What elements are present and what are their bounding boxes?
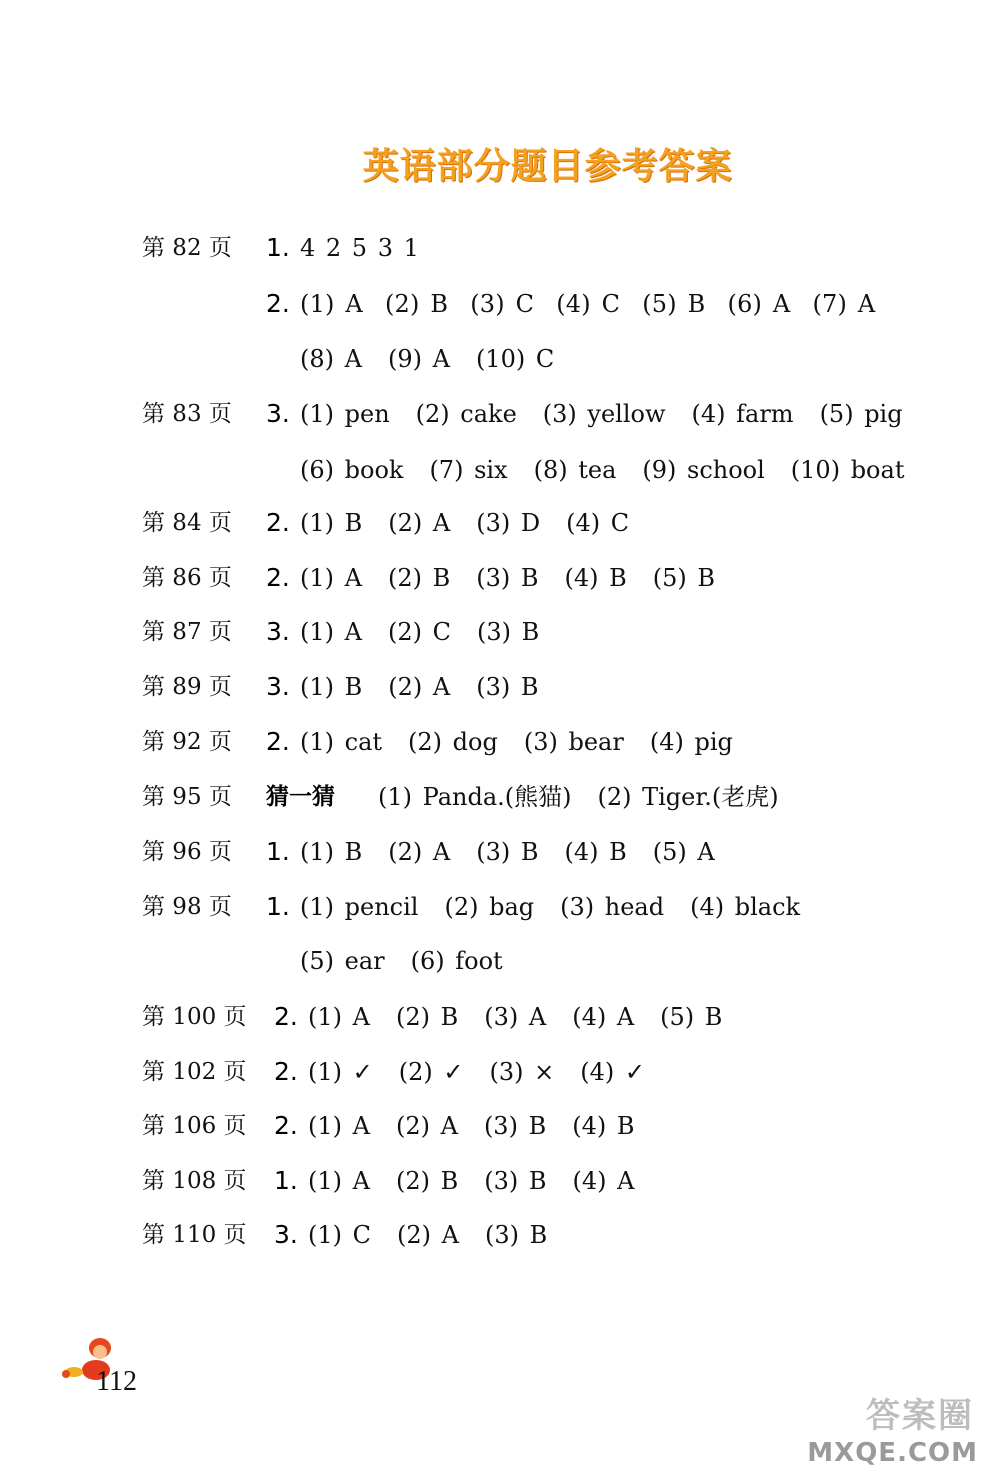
answer-item: (1) A [300, 564, 362, 592]
answer-group [300, 284, 897, 324]
answer-item: (4) A [572, 1167, 635, 1195]
page-label: 第 87 页 [142, 619, 232, 645]
answer-item: (3) yellow [542, 400, 666, 428]
answer-item: (2) cake [415, 400, 517, 428]
answer-item: (2) A [388, 838, 451, 866]
question-number: 2. [266, 727, 290, 756]
question-number: 3. [274, 1220, 298, 1249]
answer-item: (4) A [572, 1003, 635, 1031]
answer-item: (3) × [489, 1058, 555, 1086]
answer-item: (9) school [642, 456, 765, 484]
question-number: 2. [274, 1002, 298, 1031]
answer-item: (1) A [308, 1003, 370, 1031]
answer-item: (3) C [470, 290, 535, 318]
question-number: 2. [266, 508, 290, 537]
answer-item: (8) A [300, 345, 362, 373]
answer-item: (1) pencil [300, 893, 419, 921]
watermark-logo: 答案圈 [866, 1396, 974, 1436]
page-title: 英语部分题目参考答案 [362, 146, 733, 187]
question-number: 2. [266, 289, 290, 318]
question-number: 3. [266, 672, 290, 701]
answer-item: (7) A [812, 290, 876, 318]
answer-group [308, 1052, 645, 1092]
answer-item: (2) ✓ [398, 1058, 464, 1086]
answer-item: (5) pig [819, 400, 903, 428]
answer-group [308, 1161, 634, 1201]
question-number: 1. [266, 892, 290, 921]
answer-item: (5) B [652, 564, 716, 592]
page-label: 第 108 页 [142, 1168, 247, 1194]
answer-item: (3) D [476, 509, 541, 537]
answer-item: (4) black [690, 893, 801, 921]
question-number: 2. [266, 563, 290, 592]
answer-item: (2) A [388, 509, 451, 537]
answer-group [300, 503, 629, 543]
page-label: 第 83 页 [142, 401, 232, 427]
answer-item: (3) B [476, 564, 539, 592]
answer-item: (2) bag [444, 893, 535, 921]
answer-item: (1) pen [300, 400, 390, 428]
answer-item: (2) dog [408, 728, 498, 756]
page-label: 第 84 页 [142, 510, 232, 536]
answer-item: (6) foot [410, 947, 503, 975]
answer-item: (5) B [660, 1003, 723, 1031]
answer-item: (4) farm [691, 400, 794, 428]
answer-item: (3) A [484, 1003, 547, 1031]
answer-item: (2) Tiger.(老虎) [597, 783, 779, 811]
answer-item: (3) head [560, 893, 665, 921]
answer-item: (2) B [384, 290, 449, 318]
question-number: 3. [266, 617, 290, 646]
answer-item: (4) B [564, 838, 627, 866]
answer-item: (1) cat [300, 728, 383, 756]
page-label: 第 110 页 [142, 1222, 247, 1248]
answer-item: (1) A [308, 1167, 370, 1195]
watermark [808, 1388, 978, 1468]
answer-group [300, 339, 554, 379]
answer-group [308, 1106, 634, 1146]
page-label: 第 89 页 [142, 674, 232, 700]
answer-group [300, 722, 733, 762]
page-number: 112 [96, 1366, 137, 1397]
answer-item: (5) ear [300, 947, 385, 975]
answer-group [300, 558, 715, 598]
answer-item: (2) B [395, 1003, 459, 1031]
answer-item: (4) C [556, 290, 621, 318]
question-number: 3. [266, 399, 290, 428]
answer-item: (1) ✓ [308, 1058, 373, 1086]
answer-group [308, 997, 722, 1037]
answer-item: (8) tea [533, 456, 617, 484]
page-label: 第 86 页 [142, 565, 232, 591]
answer-item: (1) A [308, 1112, 370, 1140]
answer-group [300, 228, 419, 268]
question-number: 1. [266, 837, 290, 866]
answer-item: (4) pig [649, 728, 733, 756]
question-number: 2. [274, 1057, 298, 1086]
answer-item: (3) B [484, 1221, 548, 1249]
answer-item: (2) B [395, 1167, 459, 1195]
answer-group [300, 941, 503, 981]
question-number: 猜一猜 [266, 784, 335, 810]
answer-item: (6) A [727, 290, 791, 318]
answer-item: (1) C [308, 1221, 371, 1249]
answer-item: (3) B [484, 1167, 547, 1195]
answer-item: (2) A [395, 1112, 458, 1140]
answer-item: (3) bear [523, 728, 624, 756]
answer-item: (5) A [652, 838, 715, 866]
answer-item: (1) B [300, 509, 363, 537]
page-label: 第 98 页 [142, 894, 232, 920]
page-label: 第 100 页 [142, 1004, 247, 1030]
answer-group [300, 394, 903, 434]
answer-item: (2) C [387, 618, 451, 646]
answer-group [300, 667, 539, 707]
question-number: 2. [274, 1111, 298, 1140]
answer-item: (3) B [483, 1112, 547, 1140]
answer-item: (2) B [387, 564, 451, 592]
page-label: 第 82 页 [142, 235, 232, 261]
answer-item: (3) B [476, 618, 540, 646]
answer-item: (1) B [300, 838, 363, 866]
page-label: 第 96 页 [142, 839, 232, 865]
answer-group [300, 612, 539, 652]
answer-group [308, 1215, 547, 1255]
answer-item: (10) C [475, 345, 555, 373]
answer-item: (4) ✓ [580, 1058, 645, 1086]
answer-item: (3) B [476, 838, 539, 866]
answer-item: (9) A [387, 345, 450, 373]
answer-item: (2) A [397, 1221, 459, 1249]
answer-item: 4 2 5 3 1 [300, 234, 419, 262]
answer-item: (1) A [300, 618, 362, 646]
answer-group [378, 777, 779, 817]
question-number: 1. [274, 1166, 298, 1195]
answer-group [300, 450, 904, 490]
answer-item: (1) Panda.(熊猫) [378, 783, 572, 811]
answer-item: (4) C [566, 509, 630, 537]
answer-item: (6) book [300, 456, 404, 484]
page-label: 第 95 页 [142, 784, 232, 810]
answer-group [300, 832, 715, 872]
page-label: 第 106 页 [142, 1113, 247, 1139]
answer-item: (4) B [572, 1112, 635, 1140]
answer-group [300, 887, 800, 927]
answer-item: (5) B [642, 290, 706, 318]
page-label: 第 102 页 [142, 1059, 247, 1085]
question-number: 1. [266, 233, 290, 262]
answer-item: (1) A [300, 290, 363, 318]
answer-item: (2) A [388, 673, 451, 701]
watermark-url: MXQE.COM [807, 1438, 978, 1468]
answer-item: (7) six [429, 456, 508, 484]
page-label: 第 92 页 [142, 729, 232, 755]
answer-item: (10) boat [790, 456, 905, 484]
answer-item: (3) B [476, 673, 539, 701]
answer-item: (4) B [564, 564, 627, 592]
answer-item: (1) B [300, 673, 363, 701]
